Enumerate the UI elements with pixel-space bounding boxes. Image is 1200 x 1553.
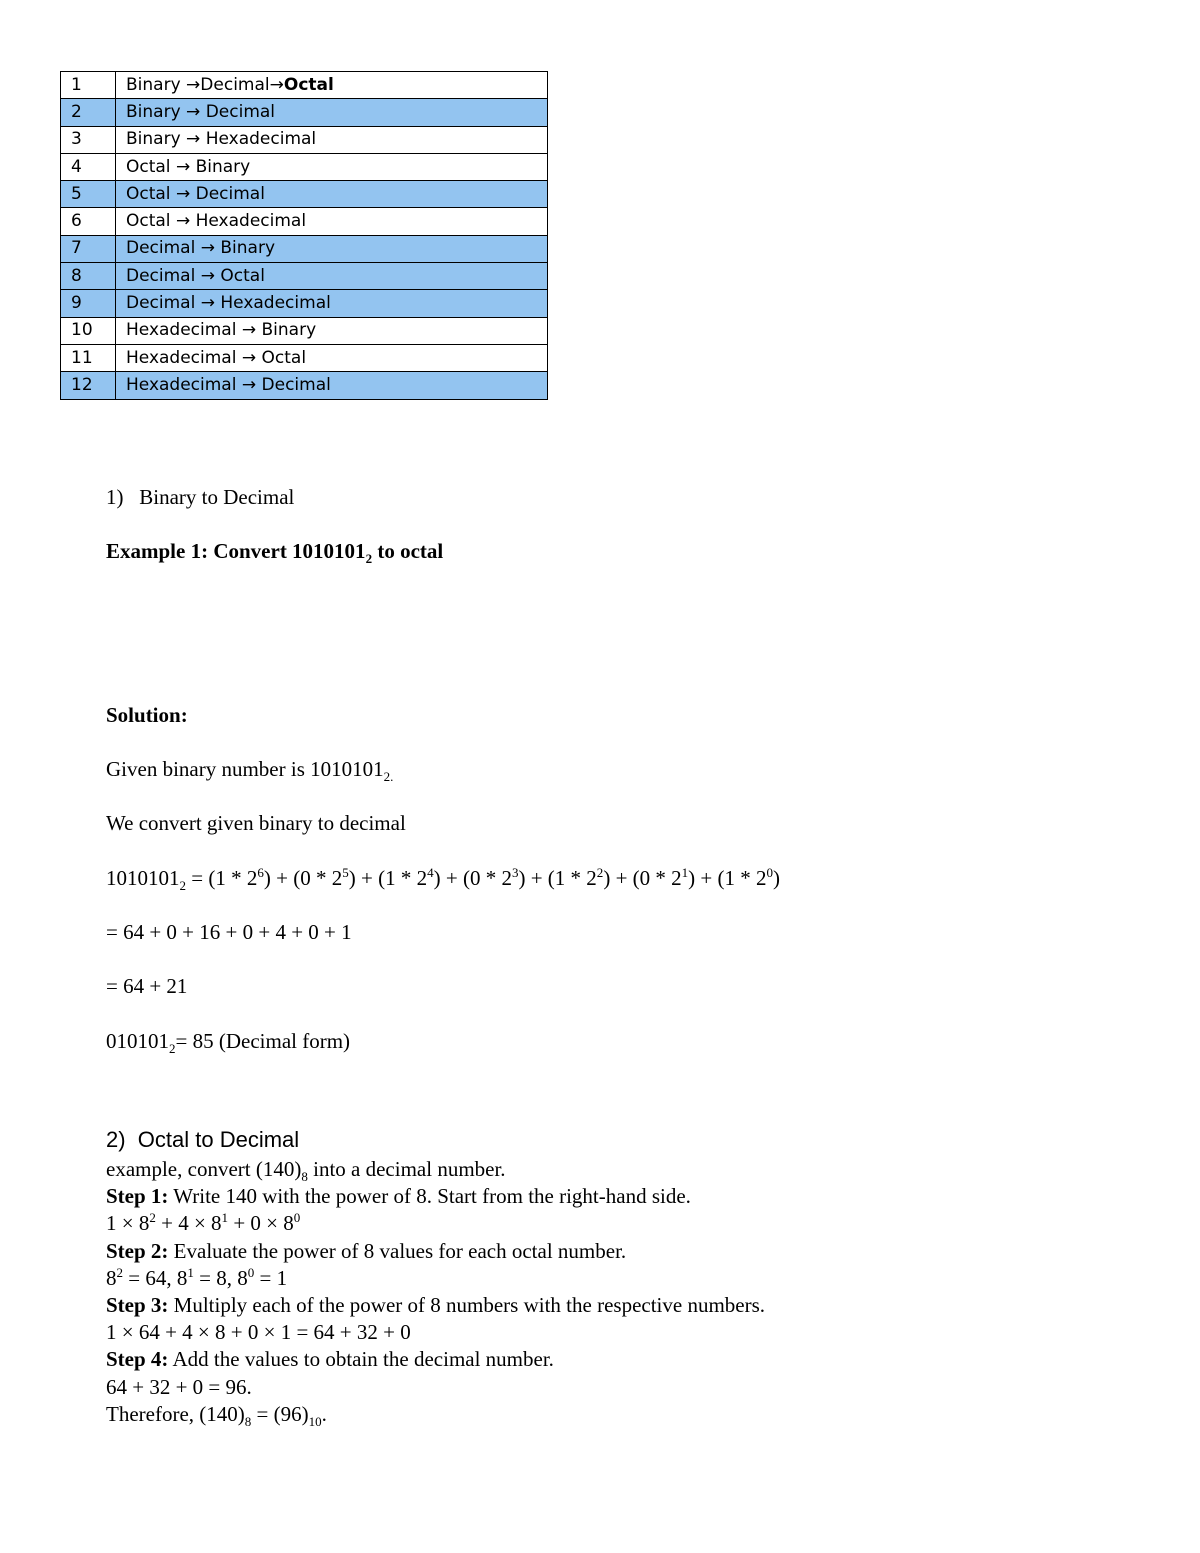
arrow-icon: → — [186, 101, 201, 122]
conversion-to: Hexadecimal — [205, 129, 317, 150]
expansion-term: $(1 * 2^2)$ — [547, 865, 611, 890]
row-number: 10 — [61, 317, 116, 344]
conversion-mid: Decimal — [200, 74, 270, 95]
section-2-heading: 2) Octal to Decimal — [106, 1127, 300, 1152]
row-number: 5 — [61, 181, 116, 208]
arrow-icon: → — [175, 211, 191, 232]
step-4-label: Step 4: — [106, 1347, 169, 1372]
step-3-result: 1 × 64 + 4 × 8 + 0 × 1 = 64 + 32 + 0 — [106, 1320, 411, 1345]
solution-label: Solution: — [106, 703, 188, 727]
term-exponent: 4 — [427, 865, 434, 880]
binary-expansion-line — [106, 865, 781, 894]
row-number: 11 — [61, 344, 116, 371]
table-row — [61, 99, 548, 126]
result-suffix: = 85 (Decimal form) — [175, 1029, 351, 1053]
example-1-suffix: to octal — [372, 539, 444, 563]
conversion-to: Binary — [261, 320, 317, 341]
expansion-terms: = $(1 * 2^6) + (0 * 2^5) + (1 * 2^4) + (0 * 2^3) + (1 * 2^2) + (0 * 2^1) + (1 * 2^0)$ — [186, 865, 781, 890]
step-4 — [106, 1346, 765, 1373]
conversion-to: Binary — [195, 156, 251, 177]
table-row — [61, 235, 548, 262]
therefore-base-8: 8 — [244, 1413, 252, 1429]
conversion-to: Decimal — [195, 183, 265, 204]
arrow-icon: → — [186, 129, 201, 150]
term-digit: 1 — [554, 866, 566, 890]
arrow-icon: → — [200, 293, 215, 314]
term-digit: 1 — [385, 866, 396, 890]
arrow-icon: → — [175, 183, 191, 204]
expansion-term: $(0 * 2^3)$ — [462, 865, 526, 890]
conversion-label — [116, 344, 548, 371]
arrow-icon: → — [200, 265, 215, 286]
conversion-to: Binary — [220, 238, 276, 259]
expansion-term: $(0 * 2^5)$ — [293, 865, 356, 890]
conversion-from: Binary — [126, 101, 181, 122]
step-2-expression: $8^2 = 64$, $8^1 = 8$, $8^0 = 1$ — [106, 1264, 288, 1290]
conversion-label — [116, 153, 548, 180]
expansion-term: $(1 * 2^4)$ — [378, 865, 441, 890]
row-number: 1 — [61, 72, 116, 99]
arrow-icon: → — [241, 347, 257, 368]
conversion-from: Octal — [126, 211, 171, 232]
octal-intro-suffix: into a decimal number. — [307, 1157, 506, 1181]
therefore-prefix: Therefore, (140) — [106, 1401, 245, 1426]
row-number: 4 — [61, 153, 116, 180]
row-number: 3 — [61, 126, 116, 153]
conversion-from: Decimal — [126, 265, 196, 286]
row-number: 12 — [61, 372, 116, 399]
conversion-label — [116, 372, 548, 399]
arrow-icon: → — [241, 374, 257, 395]
arrow-icon: → — [241, 320, 257, 341]
octal-intro-base: 8 — [301, 1169, 308, 1185]
example-1-prefix: Example 1: Convert 1010101 — [106, 539, 366, 563]
given-binary-line — [106, 757, 394, 785]
table-row — [61, 181, 548, 208]
given-binary-base: 2. — [383, 769, 394, 785]
step-3-label: Step 3: — [106, 1292, 169, 1317]
table-row — [61, 72, 548, 99]
table-row — [61, 372, 548, 399]
conversion-to: Octal — [220, 265, 265, 286]
sum-line-1: = 64 + 0 + 16 + 0 + 4 + 0 + 1 — [106, 920, 352, 944]
conversion-label — [116, 99, 548, 126]
arrow-icon: → — [269, 74, 284, 95]
conversion-from: Binary — [126, 129, 181, 150]
table-row — [61, 317, 548, 344]
row-number: 9 — [61, 290, 116, 317]
conversion-to: Hexadecimal — [220, 293, 331, 314]
conversion-label — [116, 72, 548, 99]
conversion-to: Decimal — [205, 101, 276, 122]
step-3 — [106, 1292, 765, 1319]
term-digit: 0 — [300, 866, 311, 890]
conversion-label — [116, 126, 548, 153]
conversion-from: Decimal — [126, 238, 196, 259]
step-2 — [106, 1238, 765, 1265]
step-4-text: Add the values to obtain the decimal number. — [168, 1347, 554, 1372]
conversion-label — [116, 263, 548, 290]
step-1 — [106, 1183, 765, 1210]
conversion-to: Decimal — [261, 374, 331, 395]
step-3-text: Multiply each of the power of 8 numbers with the respective numbers. — [168, 1292, 766, 1317]
table-row — [61, 126, 548, 153]
table-row — [61, 290, 548, 317]
expansion-lhs: 1010101 — [106, 866, 180, 890]
term-digit: 1 — [724, 866, 736, 890]
term-digit: 0 — [469, 866, 481, 890]
expansion-term: $(1 * 2^0)$ — [717, 865, 781, 890]
term-exponent: 0 — [766, 865, 774, 880]
conversion-table — [60, 71, 548, 400]
row-number: 2 — [61, 99, 116, 126]
expansion-term: $(0 * 2^1)$ — [632, 865, 696, 890]
convert-instruction: We convert given binary to decimal — [106, 811, 406, 835]
conversion-table-body — [61, 72, 548, 400]
arrow-icon: → — [186, 74, 201, 95]
term-exponent: 3 — [511, 865, 519, 880]
expansion-lhs-base: 2 — [179, 878, 187, 894]
conversion-label — [116, 317, 548, 344]
expansion-term: $(1 * 2^6)$ — [208, 865, 271, 890]
conversion-to: Octal — [283, 74, 334, 95]
therefore-line — [106, 1401, 765, 1428]
result-prefix: 010101 — [106, 1029, 169, 1053]
conversion-label — [116, 208, 548, 235]
arrow-icon: → — [175, 156, 191, 177]
result-line — [106, 1029, 351, 1057]
term-digit: 1 — [215, 866, 226, 890]
term-digit: 0 — [639, 866, 651, 890]
conversion-from: Octal — [126, 156, 171, 177]
step-4-result: 64 + 32 + 0 = 96. — [106, 1374, 252, 1399]
conversion-from: Hexadecimal — [126, 374, 237, 395]
term-exponent: 2 — [596, 865, 604, 880]
conversion-from: Octal — [126, 183, 171, 204]
step-1-label: Step 1: — [106, 1184, 169, 1209]
octal-intro-prefix: example, convert (140) — [106, 1157, 302, 1181]
term-exponent: 5 — [342, 865, 349, 880]
given-binary-prefix: Given binary number is 1010101 — [106, 757, 384, 781]
table-row — [61, 153, 548, 180]
step-1-expression: $1 \times 8^2 + 4 \times 8^1 + 0 \times 8^0$ — [106, 1210, 301, 1236]
conversion-from: Hexadecimal — [126, 320, 237, 341]
conversion-label — [116, 290, 548, 317]
conversion-to: Hexadecimal — [195, 211, 307, 232]
term-exponent: 6 — [257, 865, 264, 880]
conversion-label — [116, 181, 548, 208]
example-1-title — [106, 539, 444, 567]
table-row — [61, 344, 548, 371]
step-1-text: Write 140 with the power of 8. Start from the right-hand side. — [168, 1184, 691, 1209]
sum-line-2: = 64 + 21 — [106, 974, 188, 998]
conversion-label — [116, 235, 548, 262]
therefore-base-10: 10 — [308, 1413, 322, 1429]
example-1-base: 2 — [365, 551, 373, 567]
table-row — [61, 263, 548, 290]
row-number: 8 — [61, 263, 116, 290]
section-1-heading: 1) Binary to Decimal — [106, 485, 295, 509]
octal-intro — [106, 1156, 765, 1183]
row-number: 7 — [61, 235, 116, 262]
arrow-icon: → — [200, 238, 215, 259]
step-2-label: Step 2: — [106, 1238, 169, 1263]
therefore-end: . — [321, 1401, 327, 1426]
octal-to-decimal-steps — [106, 1156, 765, 1428]
step-2-text: Evaluate the power of 8 values for each octal number. — [168, 1238, 627, 1263]
conversion-from: Hexadecimal — [126, 347, 237, 368]
row-number: 6 — [61, 208, 116, 235]
conversion-from: Binary — [126, 74, 181, 95]
term-exponent: 1 — [681, 865, 689, 880]
conversion-from: Decimal — [126, 293, 196, 314]
result-base: 2 — [169, 1041, 176, 1057]
therefore-mid: = (96) — [251, 1401, 309, 1426]
table-row — [61, 208, 548, 235]
conversion-to: Octal — [261, 347, 307, 368]
